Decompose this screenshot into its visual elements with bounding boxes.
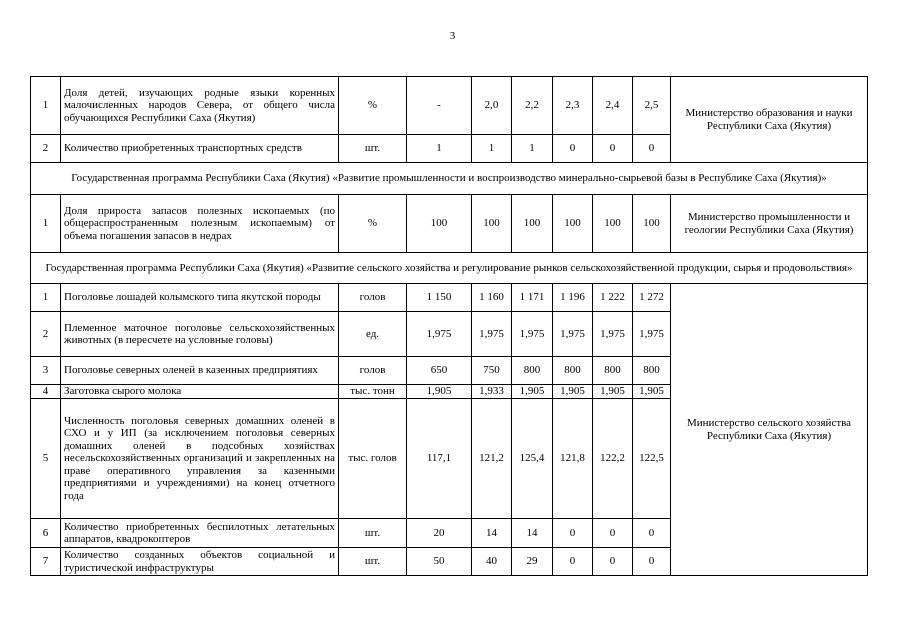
responsible-cell: Министерство образования и науки Республики Саха (Якутия) [671,77,868,163]
indicator-name: Количество приобретенных беспилотных летательных аппаратов, квадрокоптеров [61,519,339,548]
value-cell: 100 [633,195,671,253]
value-cell: 800 [512,357,553,385]
value-cell: 14 [472,519,512,548]
value-cell: 100 [593,195,633,253]
program-header-row [31,253,868,284]
value-cell: 121,8 [553,399,593,519]
value-cell: 122,5 [633,399,671,519]
unit-cell: % [339,77,407,135]
value-cell: 1,905 [553,385,593,399]
value-cell: 0 [593,548,633,576]
value-cell: 0 [593,135,633,163]
indicator-name: Племенное маточное поголовье сельскохозяйственных животных (в пересчете на условные головы) [61,312,339,357]
unit-cell: тыс. тонн [339,385,407,399]
indicator-name: Численность поголовья северных домашних оленей в СХО и у ИП (за исключением поголовья северных домашних оленей в подсобных хозяйствах несельскохозяйственных организаций и закрепленных на праве оперативного управления за казенными предприятиями и учреждениями) на конец отчетного года [61,399,339,519]
value-cell: 2,0 [472,77,512,135]
value-cell: 800 [593,357,633,385]
value-cell: 20 [407,519,472,548]
unit-cell: голов [339,284,407,312]
indicator-name: Количество приобретенных транспортных средств [61,135,339,163]
unit-cell: ед. [339,312,407,357]
value-cell: 1,975 [407,312,472,357]
value-cell: 1,975 [512,312,553,357]
indicator-name: Заготовка сырого молока [61,385,339,399]
value-cell: 29 [512,548,553,576]
value-cell: 750 [472,357,512,385]
value-cell: 14 [512,519,553,548]
indicator-name: Количество созданных объектов социальной и туристической инфраструктуры [61,548,339,576]
value-cell: 800 [633,357,671,385]
value-cell: 1 [512,135,553,163]
row-number: 2 [31,135,61,163]
value-cell: 1 272 [633,284,671,312]
indicator-name: Поголовье северных оленей в казенных предприятиях [61,357,339,385]
unit-cell: % [339,195,407,253]
value-cell: 0 [553,548,593,576]
value-cell: 1,905 [512,385,553,399]
row-number: 7 [31,548,61,576]
program-header-row [31,163,868,195]
value-cell: 0 [633,548,671,576]
value-cell: 1,975 [553,312,593,357]
indicator-table [30,76,868,576]
value-cell: 1,933 [472,385,512,399]
row-number: 4 [31,385,61,399]
value-cell: 1 150 [407,284,472,312]
program-title: Государственная программа Республики Саха (Якутия) «Развитие сельского хозяйства и регулирование рынков сельскохозяйственной продукции, сырья и продовольствия» [31,253,868,284]
value-cell: 1 [472,135,512,163]
value-cell: 2,4 [593,77,633,135]
table-row [31,195,868,253]
program-title: Государственная программа Республики Саха (Якутия) «Развитие промышленности и воспроизводство минерально-сырьевой базы в Республике Саха (Якутия)» [31,163,868,195]
value-cell: 1 171 [512,284,553,312]
page-number: 3 [449,30,456,42]
value-cell: - [407,77,472,135]
value-cell: 122,2 [593,399,633,519]
responsible-cell: Министерство сельского хозяйства Республики Саха (Якутия) [671,284,868,576]
value-cell: 100 [407,195,472,253]
value-cell: 1 222 [593,284,633,312]
row-number: 5 [31,399,61,519]
value-cell: 100 [512,195,553,253]
unit-cell: голов [339,357,407,385]
value-cell: 800 [553,357,593,385]
value-cell: 650 [407,357,472,385]
value-cell: 1,975 [472,312,512,357]
row-number: 2 [31,312,61,357]
value-cell: 2,5 [633,77,671,135]
value-cell: 100 [472,195,512,253]
value-cell: 40 [472,548,512,576]
value-cell: 0 [593,519,633,548]
row-number: 6 [31,519,61,548]
value-cell: 121,2 [472,399,512,519]
unit-cell: шт. [339,135,407,163]
value-cell: 2,3 [553,77,593,135]
row-number: 1 [31,77,61,135]
value-cell: 1,905 [407,385,472,399]
value-cell: 117,1 [407,399,472,519]
unit-cell: шт. [339,548,407,576]
unit-cell: шт. [339,519,407,548]
row-number: 3 [31,357,61,385]
value-cell: 1 160 [472,284,512,312]
value-cell: 2,2 [512,77,553,135]
value-cell: 0 [553,519,593,548]
row-number: 1 [31,195,61,253]
value-cell: 1,905 [633,385,671,399]
unit-cell: тыс. голов [339,399,407,519]
value-cell: 1 [407,135,472,163]
value-cell: 1,975 [593,312,633,357]
value-cell: 1 196 [553,284,593,312]
table-row [31,77,868,135]
indicator-name: Доля детей, изучающих родные языки коренных малочисленных народов Севера, от общего числа обучающихся Республики Саха (Якутия) [61,77,339,135]
table-row [31,284,868,312]
value-cell: 1,905 [593,385,633,399]
indicator-name: Доля прироста запасов полезных ископаемых (по общераспространенным полезным ископаемым) от объема погашения запасов в недрах [61,195,339,253]
value-cell: 125,4 [512,399,553,519]
value-cell: 50 [407,548,472,576]
value-cell: 0 [633,519,671,548]
indicator-name: Поголовье лошадей колымского типа якутской породы [61,284,339,312]
value-cell: 0 [633,135,671,163]
value-cell: 1,975 [633,312,671,357]
responsible-cell: Министерство промышленности и геологии Республики Саха (Якутия) [671,195,868,253]
value-cell: 0 [553,135,593,163]
row-number: 1 [31,284,61,312]
value-cell: 100 [553,195,593,253]
